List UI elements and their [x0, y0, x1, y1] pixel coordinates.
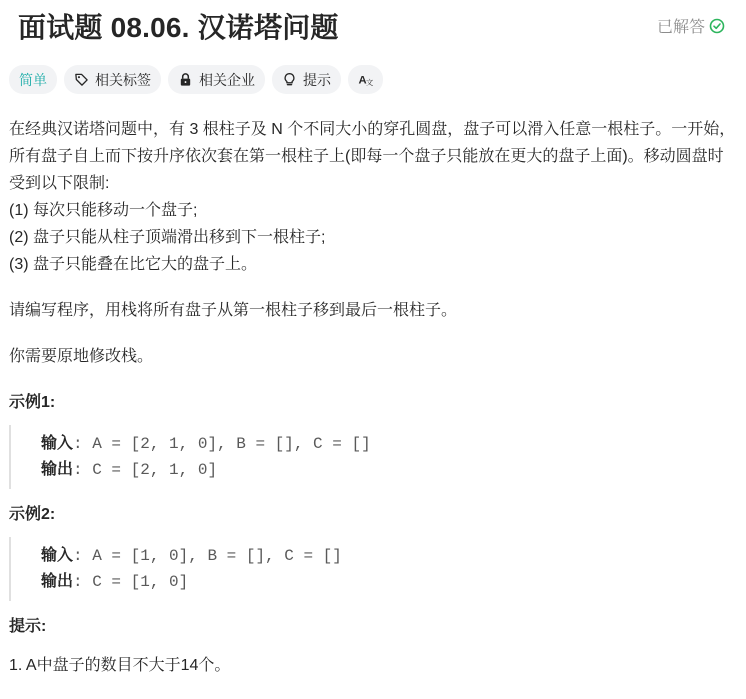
- input-value: : A = [2, 1, 0], B = [], C = []: [73, 435, 371, 453]
- status-label: 已解答: [656, 19, 705, 36]
- constraint-paragraph: 你需要原地修改栈。: [9, 348, 154, 365]
- hint-button[interactable]: [272, 65, 341, 94]
- output-label: 输出: [41, 461, 74, 478]
- svg-text:A: A: [358, 74, 367, 87]
- input-label: 输入: [41, 435, 74, 452]
- task-paragraph: 请编写程序，用栈将所有盘子从第一根柱子移到最后一根柱子。: [9, 302, 458, 319]
- example-2-block: [9, 537, 737, 601]
- example-2-title: 示例2:: [9, 506, 56, 523]
- solved-status: [657, 14, 725, 37]
- output-value: : C = [2, 1, 0]: [73, 461, 218, 479]
- lock-icon: [178, 72, 193, 87]
- example-1-title: 示例1:: [9, 394, 56, 411]
- hint-list: [9, 652, 737, 679]
- example-2-output: [41, 569, 737, 595]
- related-tags-button[interactable]: [64, 65, 161, 94]
- example-1-block: [9, 425, 737, 489]
- output-value: : C = [1, 0]: [73, 573, 189, 591]
- translate-button[interactable]: [348, 65, 383, 94]
- related-companies-button[interactable]: [168, 65, 265, 94]
- hint-item: 1. A中盘子的数目不大于14个。: [9, 657, 231, 674]
- example-1-output: [41, 457, 737, 483]
- translate-icon: [358, 72, 373, 87]
- problem-description: [9, 116, 737, 679]
- intro-paragraph: 在经典汉诺塔问题中，有 3 根柱子及 N 个不同大小的穿孔圆盘，盘子可以滑入任意一根柱子。一开始，所有盘子自上而下按升序依次套在第一根柱子上(即每一个盘子只能放在更大的盘子上面)。移动圆盘时受到以下限制:: [9, 121, 736, 192]
- example-1-input: [41, 431, 737, 457]
- input-value: : A = [1, 0], B = [], C = []: [73, 547, 342, 565]
- lightbulb-icon: [282, 72, 297, 87]
- difficulty-badge[interactable]: [9, 65, 57, 94]
- tag-bar: [9, 65, 737, 95]
- rule-1: (1) 每次只能移动一个盘子;: [9, 202, 198, 219]
- related-companies-label: 相关企业: [199, 71, 255, 88]
- rule-3: (3) 盘子只能叠在比它大的盘子上。: [9, 256, 258, 273]
- page-title: 面试题 08.06. 汉诺塔问题: [18, 12, 339, 43]
- related-tags-label: 相关标签: [95, 71, 151, 88]
- rule-2: (2) 盘子只能从柱子顶端滑出移到下一根柱子;: [9, 229, 326, 246]
- svg-text:文: 文: [365, 78, 373, 87]
- example-2-input: [41, 543, 737, 569]
- hint-label: 提示: [303, 71, 331, 88]
- difficulty-label: 简单: [19, 71, 47, 88]
- header: [9, 0, 737, 52]
- tag-icon: [74, 72, 89, 87]
- check-circle-icon: [709, 18, 725, 34]
- input-label: 输入: [41, 547, 74, 564]
- output-label: 输出: [41, 573, 74, 590]
- hints-title: 提示:: [9, 618, 47, 635]
